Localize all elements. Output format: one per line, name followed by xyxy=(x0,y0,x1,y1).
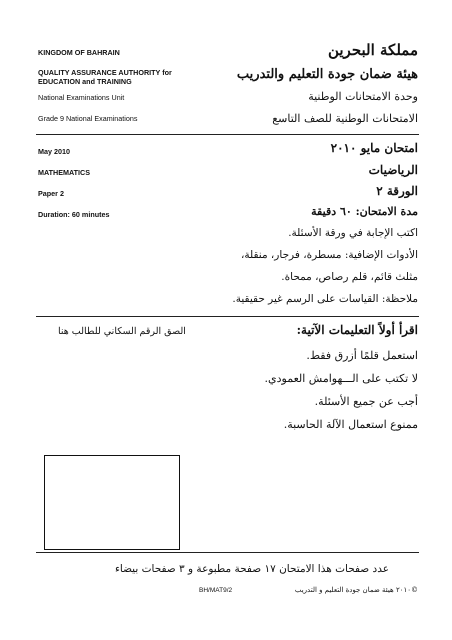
grade-ar: الامتحانات الوطنية للصف التاسع xyxy=(272,112,418,125)
exam-date-ar: امتحان مايو ٢٠١٠ xyxy=(330,141,418,155)
authority-en xyxy=(38,68,172,86)
kingdom-ar: مملكة البحرين xyxy=(327,41,418,59)
duration-en: Duration: 60 minutes xyxy=(38,210,110,219)
student-number-label: الصق الرقم السكاني للطالب هنا xyxy=(58,326,186,337)
duration-ar: مدة الامتحان: ٦٠ دقيقة xyxy=(311,205,418,218)
instructions-heading: اقرأ أولاً التعليمات الآتية: xyxy=(296,323,418,337)
exam-date-en: May 2010 xyxy=(38,147,70,156)
instruction-item: أجب عن جميع الأسئلة. xyxy=(314,395,418,408)
authority-en-line2: EDUCATION and TRAINING xyxy=(38,77,132,86)
authority-en-line1: QUALITY ASSURANCE AUTHORITY for xyxy=(38,68,172,77)
subject-en: MATHEMATICS xyxy=(38,168,91,177)
details-divider xyxy=(36,316,419,317)
footer-divider xyxy=(36,552,419,553)
kingdom-en: KINGDOM OF BAHRAIN xyxy=(38,48,120,57)
unit-ar: وحدة الامتحانات الوطنية xyxy=(308,90,418,103)
instruction-item: ممنوع استعمال الآلة الحاسبة. xyxy=(283,418,418,431)
header-divider xyxy=(36,134,419,135)
unit-en: National Examinations Unit xyxy=(38,93,125,102)
student-number-box xyxy=(44,455,180,550)
instruction-item: لا تكتب على الـــهوامش العمودي. xyxy=(264,372,418,385)
paper-ar: الورقة ٢ xyxy=(376,184,418,198)
note-tools-ar: الأدوات الإضافية: مسطرة، فرجار، منقلة، xyxy=(240,249,418,261)
note-tools2-ar: مثلث قائم، قلم رصاص، ممحاة. xyxy=(281,271,418,283)
note-measure-ar: ملاحظة: القياسات على الرسم غير حقيقية. xyxy=(232,293,418,305)
grade-en: Grade 9 National Examinations xyxy=(38,114,138,123)
paper-en: Paper 2 xyxy=(38,189,64,198)
paper-code: BH/MAT9/2 xyxy=(199,587,233,594)
authority-ar: هيئة ضمان جودة التعليم والتدريب xyxy=(236,67,418,82)
instruction-item: استعمل قلمًا أزرق فقط. xyxy=(306,349,418,362)
copyright: ©٢٠١٠ هيئة ضمان جودة التعليم و التدريب xyxy=(294,586,418,594)
page-count: عدد صفحات هذا الامتحان ١٧ صفحة مطبوعة و ٣ صفحات بيضاء xyxy=(114,563,389,575)
note-answer-ar: اكتب الإجابة في ورقة الأسئلة. xyxy=(288,227,418,239)
subject-ar: الرياضيات xyxy=(368,163,418,177)
